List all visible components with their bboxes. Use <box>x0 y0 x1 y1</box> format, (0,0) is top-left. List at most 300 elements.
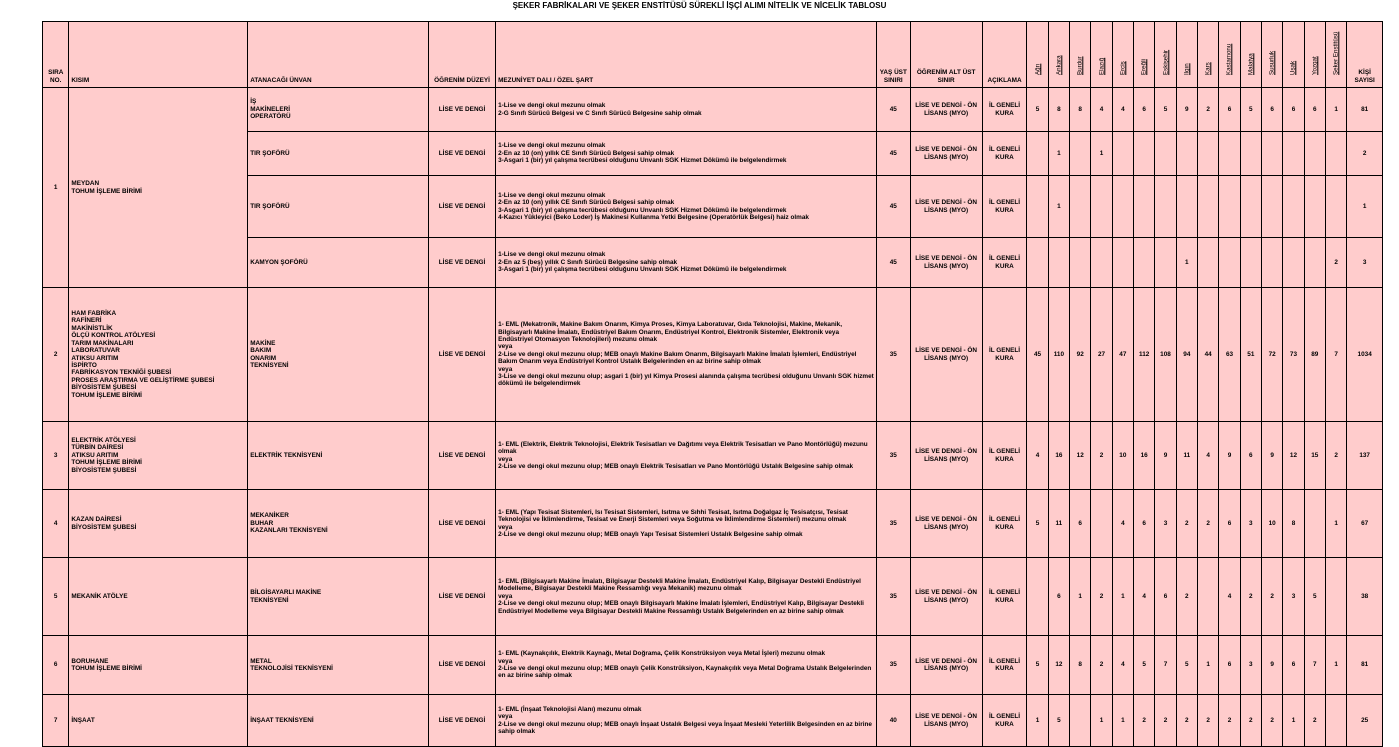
ogrenim-cell: LİSE VE DENGİ <box>429 238 496 288</box>
city-count <box>1112 132 1133 176</box>
city-count: 7 <box>1325 288 1346 422</box>
city-count: 2 <box>1325 238 1346 288</box>
city-count: 1 <box>1048 176 1069 238</box>
city-count <box>1240 132 1261 176</box>
city-count <box>1134 132 1155 176</box>
unvan-cell <box>248 695 429 747</box>
kisim-cell <box>69 695 248 747</box>
city-count: 5 <box>1027 88 1048 132</box>
cell-line: ÖLÇÜ KONTROL ATÖLYESİ <box>71 332 156 340</box>
city-count: 2 <box>1091 558 1112 636</box>
ogrenim-cell: LİSE VE DENGİ <box>429 88 496 132</box>
city-count: 6 <box>1283 88 1304 132</box>
city-count: 6 <box>1219 88 1240 132</box>
table-row <box>43 288 1383 422</box>
cell-line: 2-En az 5 (beş) yıllık C Sınıfı Sürücü Belgesine sahip olmak <box>498 258 678 266</box>
city-count: 4 <box>1091 88 1112 132</box>
city-count: 8 <box>1283 490 1304 558</box>
kisi-sayisi: 81 <box>1347 88 1383 132</box>
cell-line: 2-Lise ve dengi okul mezunu olup; MEB onaylı Bilgisayarlı Makine İmalatı İşlemleri, Endüstriyel Kalıp, Bilgisayar Destekli Endüstriyel Modelleme veya Bilgisayar Destekli Makine Ressamlığı Ustalık Belgelerinden en az birine sahip olmak <box>498 600 864 615</box>
header-kisim: KISIM <box>69 22 248 88</box>
city-count: 1 <box>1027 695 1048 747</box>
city-count: 51 <box>1240 288 1261 422</box>
city-count: 6 <box>1240 422 1261 490</box>
cell-line: 1- EML (Mekatronik, Makine Bakım Onarım, Kimya Proses, Kimya Laboratuvar, Gıda Teknolojisi, Makine, Mekanik, Bilgisayarlı Makine İmalatı, Endüstriyel Bakım Onarım, Endüstriyel Kontrol, Elektronik Sistemler, Elektronik veya Endüstriyel Otomasyon Teknolojileri) mezunu olmak <box>498 321 842 343</box>
kisim-cell <box>69 422 248 490</box>
mezuniyet-cell <box>496 88 877 132</box>
mezuniyet-cell <box>496 288 877 422</box>
header-city <box>1155 22 1176 88</box>
cell-line: TEKNİSYENİ <box>250 361 289 369</box>
city-count: 2 <box>1176 695 1197 747</box>
cell-line: veya <box>498 365 513 373</box>
city-count: 11 <box>1048 490 1069 558</box>
sira-no: 3 <box>43 422 69 490</box>
city-count <box>1304 132 1325 176</box>
city-count: 2 <box>1325 422 1346 490</box>
alt-ust-cell: LİSE VE DENGİ - ÖN LİSANS (MYO) <box>910 88 982 132</box>
city-count: 8 <box>1070 88 1091 132</box>
ogrenim-cell: LİSE VE DENGİ <box>429 132 496 176</box>
city-count: 4 <box>1027 422 1048 490</box>
city-count: 5 <box>1134 636 1155 695</box>
cell-line: veya <box>498 523 513 531</box>
city-count: 15 <box>1304 422 1325 490</box>
city-count: 2 <box>1240 558 1261 636</box>
city-count <box>1283 132 1304 176</box>
yas-cell: 45 <box>877 88 911 132</box>
header-kisi: KİŞİ SAYISI <box>1347 22 1383 88</box>
city-count: 5 <box>1027 636 1048 695</box>
cell-line: veya <box>498 713 513 721</box>
unvan-cell <box>248 422 429 490</box>
city-count: 5 <box>1176 636 1197 695</box>
cell-line: TOHUM İŞLEME BİRİMİ <box>71 459 142 467</box>
city-count <box>1155 132 1176 176</box>
city-count: 12 <box>1048 636 1069 695</box>
yas-cell: 35 <box>877 288 911 422</box>
city-count: 3 <box>1155 490 1176 558</box>
city-count: 6 <box>1155 558 1176 636</box>
quota-table <box>42 21 1383 747</box>
city-count: 4 <box>1198 422 1219 490</box>
cell-line: veya <box>498 657 513 665</box>
cell-line: veya <box>498 343 513 351</box>
cell-line: İNŞAAT <box>71 716 95 724</box>
ogrenim-cell: LİSE VE DENGİ <box>429 636 496 695</box>
yas-cell: 40 <box>877 695 911 747</box>
table-row <box>43 558 1383 636</box>
alt-ust-cell: LİSE VE DENGİ - ÖN LİSANS (MYO) <box>910 695 982 747</box>
city-count <box>1176 132 1197 176</box>
aciklama-cell: İL GENELİ KURA <box>982 288 1027 422</box>
cell-line: 1-Lise ve dengi okul mezunu olmak <box>498 191 606 199</box>
city-count: 7 <box>1155 636 1176 695</box>
city-count: 2 <box>1091 636 1112 695</box>
ogrenim-cell: LİSE VE DENGİ <box>429 288 496 422</box>
cell-line: BAKIM <box>250 347 272 355</box>
city-count: 47 <box>1112 288 1133 422</box>
ogrenim-cell: LİSE VE DENGİ <box>429 490 496 558</box>
cell-line: TÜRBİN DAİRESİ <box>71 444 124 452</box>
cell-line: 3-Lise ve dengi okul mezunu olup; asgari 1 (bir) yıl Kimya Prosesi alanında çalışma tecrübesi olduğunu Unvanlı SGK hizmet dökümü ile belgelendirmek <box>498 373 874 388</box>
city-label: Ağrı <box>1033 63 1041 75</box>
cell-line: 1-Lise ve dengi okul mezunu olmak <box>498 142 606 150</box>
city-label: Kars <box>1204 61 1212 75</box>
city-count: 3 <box>1240 490 1261 558</box>
city-count: 2 <box>1261 558 1282 636</box>
city-count: 1 <box>1283 695 1304 747</box>
cell-line: 4-Kazıcı Yükleyici (Beko Loder) İş Makinesi Kullanma Yetki Belgesine (Operatörlük Belgesi) haiz olmak <box>498 213 809 221</box>
cell-line: MEKANİK ATÖLYE <box>71 592 128 600</box>
city-count: 108 <box>1155 288 1176 422</box>
cell-line: 3-Asgari 1 (bir) yıl çalışma tecrübesi olduğunu Unvanlı SGK Hizmet Dökümü ile belgelendirmek <box>498 206 787 214</box>
city-count: 6 <box>1070 490 1091 558</box>
unvan-cell <box>248 238 429 288</box>
city-count: 12 <box>1070 422 1091 490</box>
kisi-sayisi: 1034 <box>1347 288 1383 422</box>
ogrenim-cell: LİSE VE DENGİ <box>429 422 496 490</box>
city-count <box>1134 176 1155 238</box>
header-city <box>1261 22 1282 88</box>
city-count <box>1261 176 1282 238</box>
yas-cell: 35 <box>877 490 911 558</box>
cell-line: 1-Lise ve dengi okul mezunu olmak <box>498 251 606 259</box>
ogrenim-cell: LİSE VE DENGİ <box>429 558 496 636</box>
cell-line: MAKİNELERİ <box>250 105 290 113</box>
header-city <box>1091 22 1112 88</box>
unvan-cell <box>248 636 429 695</box>
city-count: 5 <box>1304 558 1325 636</box>
alt-ust-cell: LİSE VE DENGİ - ÖN LİSANS (MYO) <box>910 176 982 238</box>
cell-line: MEYDAN <box>71 180 100 188</box>
city-count: 92 <box>1070 288 1091 422</box>
cell-line: LABORATUVAR <box>71 347 120 355</box>
kisim-cell <box>69 490 248 558</box>
city-count: 2 <box>1304 695 1325 747</box>
cell-line: TIR ŞOFÖRÜ <box>250 202 290 210</box>
city-count: 1 <box>1325 88 1346 132</box>
city-count <box>1027 558 1048 636</box>
city-count: 6 <box>1283 636 1304 695</box>
city-count <box>1240 176 1261 238</box>
kisi-sayisi: 1 <box>1347 176 1383 238</box>
aciklama-cell: İL GENELİ KURA <box>982 695 1027 747</box>
header-city <box>1027 22 1048 88</box>
cell-line: TOHUM İŞLEME BİRİMİ <box>71 187 142 195</box>
mezuniyet-cell <box>496 558 877 636</box>
cell-line: FABRİKASYON TEKNİĞİ ŞUBESİ <box>71 369 172 377</box>
alt-ust-cell: LİSE VE DENGİ - ÖN LİSANS (MYO) <box>910 238 982 288</box>
city-count: 73 <box>1283 288 1304 422</box>
header-aciklama: AÇIKLAMA <box>982 22 1027 88</box>
city-count: 1 <box>1198 636 1219 695</box>
city-count: 27 <box>1091 288 1112 422</box>
cell-line: KAMYON ŞOFÖRÜ <box>250 258 308 266</box>
aciklama-cell: İL GENELİ KURA <box>982 238 1027 288</box>
cell-line: 2-Lise ve dengi okul mezunu olup; MEB onaylı İnşaat Ustalık Belgesi veya İnşaat Mesleki Yeterlilik Belgesinden en az birine sahip olmak <box>498 720 872 735</box>
city-label: Ankara <box>1055 54 1063 75</box>
city-count: 6 <box>1048 558 1069 636</box>
city-count: 5 <box>1048 695 1069 747</box>
cell-line: TIR ŞOFÖRÜ <box>250 149 290 157</box>
alt-ust-cell: LİSE VE DENGİ - ÖN LİSANS (MYO) <box>910 422 982 490</box>
sira-no: 2 <box>43 288 69 422</box>
cell-line: PROSES ARAŞTIRMA VE GELİŞTİRME ŞUBESİ <box>71 376 215 384</box>
aciklama-cell: İL GENELİ KURA <box>982 176 1027 238</box>
mezuniyet-cell <box>496 132 877 176</box>
city-label: Uşak <box>1289 60 1297 75</box>
city-count: 1 <box>1070 558 1091 636</box>
cell-line: TARIM MAKİNALARI <box>71 339 134 347</box>
city-count: 1 <box>1091 695 1112 747</box>
city-count <box>1240 238 1261 288</box>
city-count: 9 <box>1261 636 1282 695</box>
city-count: 89 <box>1304 288 1325 422</box>
city-count: 6 <box>1304 88 1325 132</box>
aciklama-cell: İL GENELİ KURA <box>982 558 1027 636</box>
cell-line: 3-Asgari 1 (bir) yıl çalışma tecrübesi olduğunu Unvanlı SGK Hizmet Dökümü ile belgelendirmek <box>498 157 787 165</box>
city-count: 1 <box>1176 238 1197 288</box>
city-count <box>1070 238 1091 288</box>
cell-line: TOHUM İŞLEME BİRİMİ <box>71 665 142 672</box>
mezuniyet-cell <box>496 238 877 288</box>
cell-line: KAZAN DAİRESİ <box>71 516 122 524</box>
city-label: Susurluk <box>1268 50 1276 75</box>
table-body <box>43 88 1383 747</box>
unvan-cell <box>248 176 429 238</box>
city-count <box>1261 132 1282 176</box>
city-count: 3 <box>1240 636 1261 695</box>
city-count: 4 <box>1134 558 1155 636</box>
kisi-sayisi: 25 <box>1347 695 1383 747</box>
city-count: 1 <box>1091 132 1112 176</box>
header-city <box>1112 22 1133 88</box>
city-count <box>1283 238 1304 288</box>
cell-line: İSPİRTO <box>71 361 97 369</box>
cell-line: 2-Lise ve dengi okul mezunu olup; MEB onaylı Çelik Konstrüksiyon, Kaynakçılık veya Metal Doğrama Ustalık Belgelerinden en az birine sahip olmak <box>498 665 872 680</box>
city-count <box>1325 695 1346 747</box>
ogrenim-cell: LİSE VE DENGİ <box>429 176 496 238</box>
city-label: Ilgın <box>1183 62 1191 75</box>
city-label: Ereğli <box>1140 58 1148 75</box>
cell-line: RAFİNERİ <box>71 317 102 325</box>
city-count <box>1027 132 1048 176</box>
ogrenim-cell: LİSE VE DENGİ <box>429 695 496 747</box>
city-count: 1 <box>1325 636 1346 695</box>
unvan-cell <box>248 88 429 132</box>
cell-line: 3-Asgari 1 (bir) yıl çalışma tecrübesi olduğunu Unvanlı SGK Hizmet Dökümü ile belgelendirmek <box>498 266 787 274</box>
city-count <box>1048 238 1069 288</box>
city-count <box>1325 176 1346 238</box>
city-count <box>1091 238 1112 288</box>
city-count <box>1070 695 1091 747</box>
sira-no: 5 <box>43 558 69 636</box>
city-count: 44 <box>1198 288 1219 422</box>
city-count <box>1070 176 1091 238</box>
header-yas: YAŞ ÜST SINIRI <box>877 22 911 88</box>
cell-line: ONARIM <box>250 354 277 362</box>
cell-line: BORUHANE <box>71 657 109 665</box>
city-count <box>1198 132 1219 176</box>
header-city <box>1048 22 1069 88</box>
kisi-sayisi: 38 <box>1347 558 1383 636</box>
cell-line: ATIKSU ARITIM <box>71 354 119 362</box>
city-count <box>1198 238 1219 288</box>
city-count: 6 <box>1219 636 1240 695</box>
aciklama-cell: İL GENELİ KURA <box>982 88 1027 132</box>
header-city <box>1219 22 1240 88</box>
unvan-cell <box>248 288 429 422</box>
city-count <box>1112 238 1133 288</box>
city-label: Elazığ <box>1097 57 1105 75</box>
yas-cell: 35 <box>877 636 911 695</box>
header-sira: SIRA NO. <box>43 22 69 88</box>
city-label: Şeker Enstitüsü <box>1332 31 1340 75</box>
cell-line: TOHUM İŞLEME BİRİMİ <box>71 391 142 399</box>
city-count: 72 <box>1261 288 1282 422</box>
city-label: Malatya <box>1247 52 1255 75</box>
city-count: 2 <box>1134 695 1155 747</box>
city-count <box>1091 176 1112 238</box>
city-count: 112 <box>1134 288 1155 422</box>
header-unvan: ATANACAĞI ÜNVAN <box>248 22 429 88</box>
cell-line: BİYOSİSTEM ŞUBESİ <box>71 466 137 474</box>
city-label: Eskişehir <box>1161 49 1169 75</box>
aciklama-cell: İL GENELİ KURA <box>982 636 1027 695</box>
city-count: 1 <box>1048 132 1069 176</box>
city-count: 12 <box>1283 422 1304 490</box>
cell-line: veya <box>498 455 513 463</box>
city-count: 6 <box>1261 88 1282 132</box>
city-count: 7 <box>1304 636 1325 695</box>
alt-ust-cell: LİSE VE DENGİ - ÖN LİSANS (MYO) <box>910 558 982 636</box>
city-count: 2 <box>1155 695 1176 747</box>
header-city <box>1176 22 1197 88</box>
cell-line: veya <box>498 592 513 600</box>
yas-cell: 35 <box>877 558 911 636</box>
city-count <box>1198 176 1219 238</box>
alt-ust-cell: LİSE VE DENGİ - ÖN LİSANS (MYO) <box>910 288 982 422</box>
cell-line: KAZANLARI TEKNİSYENİ <box>250 527 328 535</box>
city-count: 6 <box>1219 490 1240 558</box>
city-count <box>1304 176 1325 238</box>
unvan-cell <box>248 132 429 176</box>
city-count <box>1219 132 1240 176</box>
yas-cell: 35 <box>877 422 911 490</box>
cell-line: 1- EML (Bilgisayarlı Makine İmalatı, Bilgisayar Destekli Makine İmalatı, Endüstriyel Kalıp, Bilgisayar Destekli Endüstriyel Modelleme, Bilgisayar Destekli Makine Ressamlığı veya Mekanik) mezunu olmak <box>498 577 861 593</box>
aciklama-cell: İL GENELİ KURA <box>982 132 1027 176</box>
city-count: 2 <box>1176 558 1197 636</box>
city-count <box>1261 238 1282 288</box>
header-city <box>1325 22 1346 88</box>
city-label: Kastamonu <box>1225 43 1233 75</box>
city-count: 9 <box>1219 422 1240 490</box>
kisi-sayisi: 3 <box>1347 238 1383 288</box>
cell-line: 2-En az 10 (on) yıllık CE Sınıfı Sürücü Belgesi sahip olmak <box>498 199 675 207</box>
city-count: 6 <box>1134 490 1155 558</box>
cell-line: BİYOSİSTEM ŞUBESİ <box>71 523 137 531</box>
mezuniyet-cell <box>496 176 877 238</box>
city-count: 2 <box>1261 695 1282 747</box>
alt-ust-cell: LİSE VE DENGİ - ÖN LİSANS (MYO) <box>910 132 982 176</box>
sira-no: 4 <box>43 490 69 558</box>
cell-line: 2-Lise ve dengi okul mezunu olup; MEB onaylı Yapı Tesisat Sistemleri Ustalık Belgesine sahip olmak <box>498 530 803 538</box>
city-label: Yozgat <box>1311 55 1319 75</box>
cell-line: BİYOSİSTEM ŞUBESİ <box>71 384 137 392</box>
city-count: 10 <box>1261 490 1282 558</box>
city-count <box>1219 176 1240 238</box>
city-count <box>1283 176 1304 238</box>
table-row <box>43 422 1383 490</box>
city-count: 16 <box>1048 422 1069 490</box>
aciklama-cell: İL GENELİ KURA <box>982 490 1027 558</box>
city-count <box>1304 490 1325 558</box>
header-alt-ust: ÖĞRENİM ALT ÜST SINIR <box>910 22 982 88</box>
city-count: 1 <box>1112 695 1133 747</box>
sira-no: 7 <box>43 695 69 747</box>
kisim-cell <box>69 558 248 636</box>
cell-line: ELEKTRİK TEKNİSYENİ <box>250 451 323 459</box>
cell-line: OPERATÖRÜ <box>250 113 291 121</box>
city-count <box>1027 176 1048 238</box>
city-count: 3 <box>1283 558 1304 636</box>
kisi-sayisi: 137 <box>1347 422 1383 490</box>
yas-cell: 45 <box>877 238 911 288</box>
table-row <box>43 636 1383 695</box>
city-count <box>1304 238 1325 288</box>
city-count: 4 <box>1112 636 1133 695</box>
table-row <box>43 490 1383 558</box>
city-count: 2 <box>1240 695 1261 747</box>
city-count <box>1198 558 1219 636</box>
city-count: 5 <box>1240 88 1261 132</box>
city-count: 8 <box>1070 636 1091 695</box>
table-row <box>43 695 1383 747</box>
kisi-sayisi: 81 <box>1347 636 1383 695</box>
kisi-sayisi: 67 <box>1347 490 1383 558</box>
cell-line: TEKNOLOJİSİ TEKNİSYENİ <box>250 665 333 672</box>
cell-line: 2-En az 10 (on) yıllık CE Sınıfı Sürücü Belgesi sahip olmak <box>498 149 675 157</box>
cell-line: MAKİNİSTLİK <box>71 324 113 332</box>
city-count: 63 <box>1219 288 1240 422</box>
city-count <box>1325 132 1346 176</box>
header-city <box>1070 22 1091 88</box>
header-mezuniyet: MEZUNİYET DALI / ÖZEL ŞART <box>496 22 877 88</box>
alt-ust-cell: LİSE VE DENGİ - ÖN LİSANS (MYO) <box>910 490 982 558</box>
city-count <box>1027 238 1048 288</box>
yas-cell: 45 <box>877 176 911 238</box>
city-count: 94 <box>1176 288 1197 422</box>
sira-no: 6 <box>43 636 69 695</box>
city-count: 45 <box>1027 288 1048 422</box>
alt-ust-cell: LİSE VE DENGİ - ÖN LİSANS (MYO) <box>910 636 982 695</box>
unvan-cell <box>248 490 429 558</box>
mezuniyet-cell <box>496 695 877 747</box>
city-count: 9 <box>1261 422 1282 490</box>
cell-line: MEKANİKER <box>250 512 289 520</box>
city-count <box>1219 238 1240 288</box>
cell-line: 1-Lise ve dengi okul mezunu olmak <box>498 102 606 110</box>
city-count: 11 <box>1176 422 1197 490</box>
kisi-sayisi: 2 <box>1347 132 1383 176</box>
city-count <box>1176 176 1197 238</box>
cell-line: 2-Lise ve dengi okul mezunu olup; MEB onaylı Makine Bakım Onarım, Bilgisayarlı Makine İmalatı İşlemleri, Endüstriyel Bakım Onarım veya Endüstriyel Kontrol Ustalık Belgelerinden en az birine sahip olmak <box>498 350 857 366</box>
header-city <box>1304 22 1325 88</box>
cell-line: 1- EML (Kaynakçılık, Elektrik Kaynağı, Metal Doğrama, Çelik Konstrüksiyon veya Metal İşleri) mezunu olmak <box>498 650 826 658</box>
cell-line: ATIKSU ARITIM <box>71 451 119 459</box>
city-count <box>1134 238 1155 288</box>
